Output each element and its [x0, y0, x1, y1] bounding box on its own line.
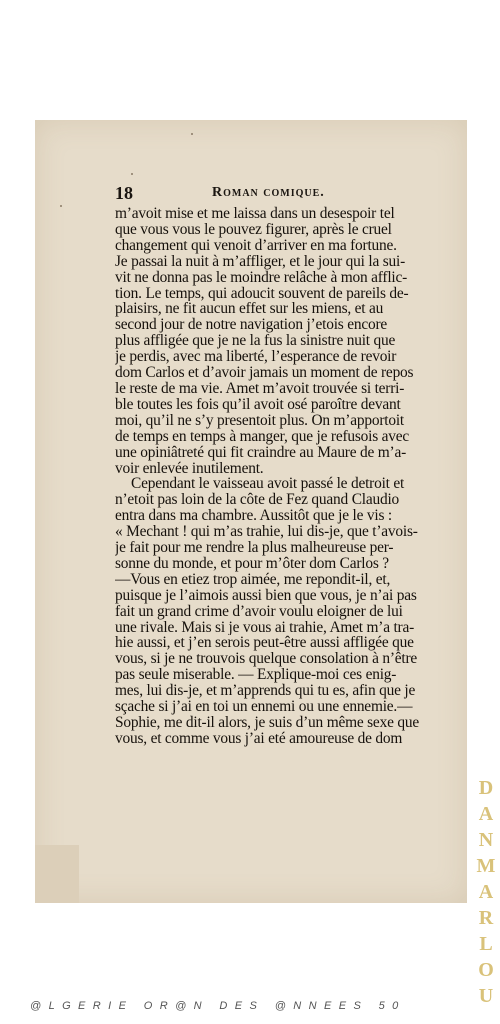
text-line: puisque je l’aimois aussi bien que vous, je n’ai pas: [115, 587, 417, 604]
text-line: sçache si j’ai en toi un ennemi ou une ennemie.—: [115, 699, 413, 715]
text-line: plaisirs, ne fit aucun effet sur les miens, et au: [115, 301, 384, 318]
text-line: je fait pour me rendre la plus malheureuse per-: [115, 540, 394, 556]
text-line: plus affligée que je ne la fus la sinistre nuit que: [115, 333, 396, 350]
running-title: Roman comique.: [212, 185, 325, 200]
watermark-letter: L: [479, 933, 493, 955]
text-line: Sophie, me dit-il alors, je suis d’un même sexe que: [115, 715, 419, 731]
paper-speck: [131, 173, 133, 175]
watermark-letter: A: [478, 803, 494, 825]
footer-watermark: @LGERIE OR@N DES @NNEES 50: [30, 1000, 406, 1012]
text-line: vit ne donna pas le moindre relâche à mon afflic-: [115, 269, 408, 286]
text-line: hie aussi, et j’en serois peut-être aussi affligée que: [115, 635, 414, 652]
text-line: que vous vous le pouvez figurer, après le cruel: [115, 221, 392, 238]
text-line: m’avoit mise et me laissa dans un desespoir tel: [115, 206, 395, 222]
paper-speck: [60, 205, 62, 207]
text-line: moi, qu’il ne s’y presentoit plus. On m’apportoit: [115, 412, 404, 429]
text-line: vous, si je ne trouvois quelque consolation à n’être: [115, 651, 418, 668]
paper-speck: [191, 133, 193, 135]
body-text: [115, 206, 447, 747]
text-line: sonne du monde, et pour m’ôter dom Carlos ?: [115, 555, 389, 572]
text-line: dom Carlos et d’avoir jamais un moment de repos: [115, 365, 414, 381]
text-line: tion. Le temps, qui adoucit souvent de pareils de-: [115, 285, 409, 302]
watermark-letter: O: [478, 959, 494, 981]
text-line: « Mechant ! qui m’as trahie, lui dis-je, que t’avois-: [115, 524, 418, 541]
text-line: de temps en temps à manger, que je refusois avec: [115, 428, 410, 445]
text-line: changement qui venoit d’arriver en ma fortune.: [115, 237, 397, 254]
page-fold-shadow: [35, 845, 79, 903]
text-line: Je passai la nuit à m’affliger, et le jour qui la sui-: [115, 253, 406, 270]
text-line: je perdis, avec ma liberté, l’esperance de revoir: [115, 349, 397, 366]
text-line: mes, lui dis-je, et m’apprends qui tu es, afin que je: [115, 683, 416, 700]
text-line: second jour de notre navigation j’etois encore: [115, 317, 388, 334]
text-line: une opiniâtreté qui fit craindre au Maure de m’a-: [115, 444, 407, 461]
page-header: [115, 183, 445, 205]
page-number: 18: [115, 183, 133, 203]
text-line: voir enlevée inutilement.: [115, 460, 264, 477]
text-line: n’etoit pas loin de la côte de Fez quand Claudio: [115, 492, 400, 509]
text-line: le reste de ma vie. Amet m’avoit trouvée si terri-: [115, 380, 405, 397]
text-line: pas seule miserable. — Explique-moi ces enig-: [115, 667, 397, 684]
watermark-letter: U: [478, 985, 494, 1007]
watermark-letter: R: [478, 907, 494, 929]
text-line: —Vous en etiez trop aimée, me repondit-il, et,: [115, 571, 391, 588]
text-line: Cependant le vaisseau avoit passé le detroit et: [131, 476, 405, 493]
watermark-letter: N: [478, 829, 494, 851]
text-line: ble toutes les fois qu’il avoit osé paroître devant: [115, 396, 401, 413]
text-line: entra dans ma chambre. Aussitôt que je le vis :: [115, 508, 392, 525]
watermark-vertical: [476, 775, 496, 1009]
watermark-letter: A: [478, 881, 494, 903]
text-line: vous, et comme vous j’ai eté amoureuse de dom: [115, 730, 403, 747]
text-line: une rivale. Mais si je vous ai trahie, Amet m’a tra-: [115, 619, 415, 636]
watermark-letter: M: [476, 855, 496, 877]
text-line: fait un grand crime d’avoir voulu eloigner de lui: [115, 603, 403, 620]
watermark-letter: D: [478, 777, 494, 799]
